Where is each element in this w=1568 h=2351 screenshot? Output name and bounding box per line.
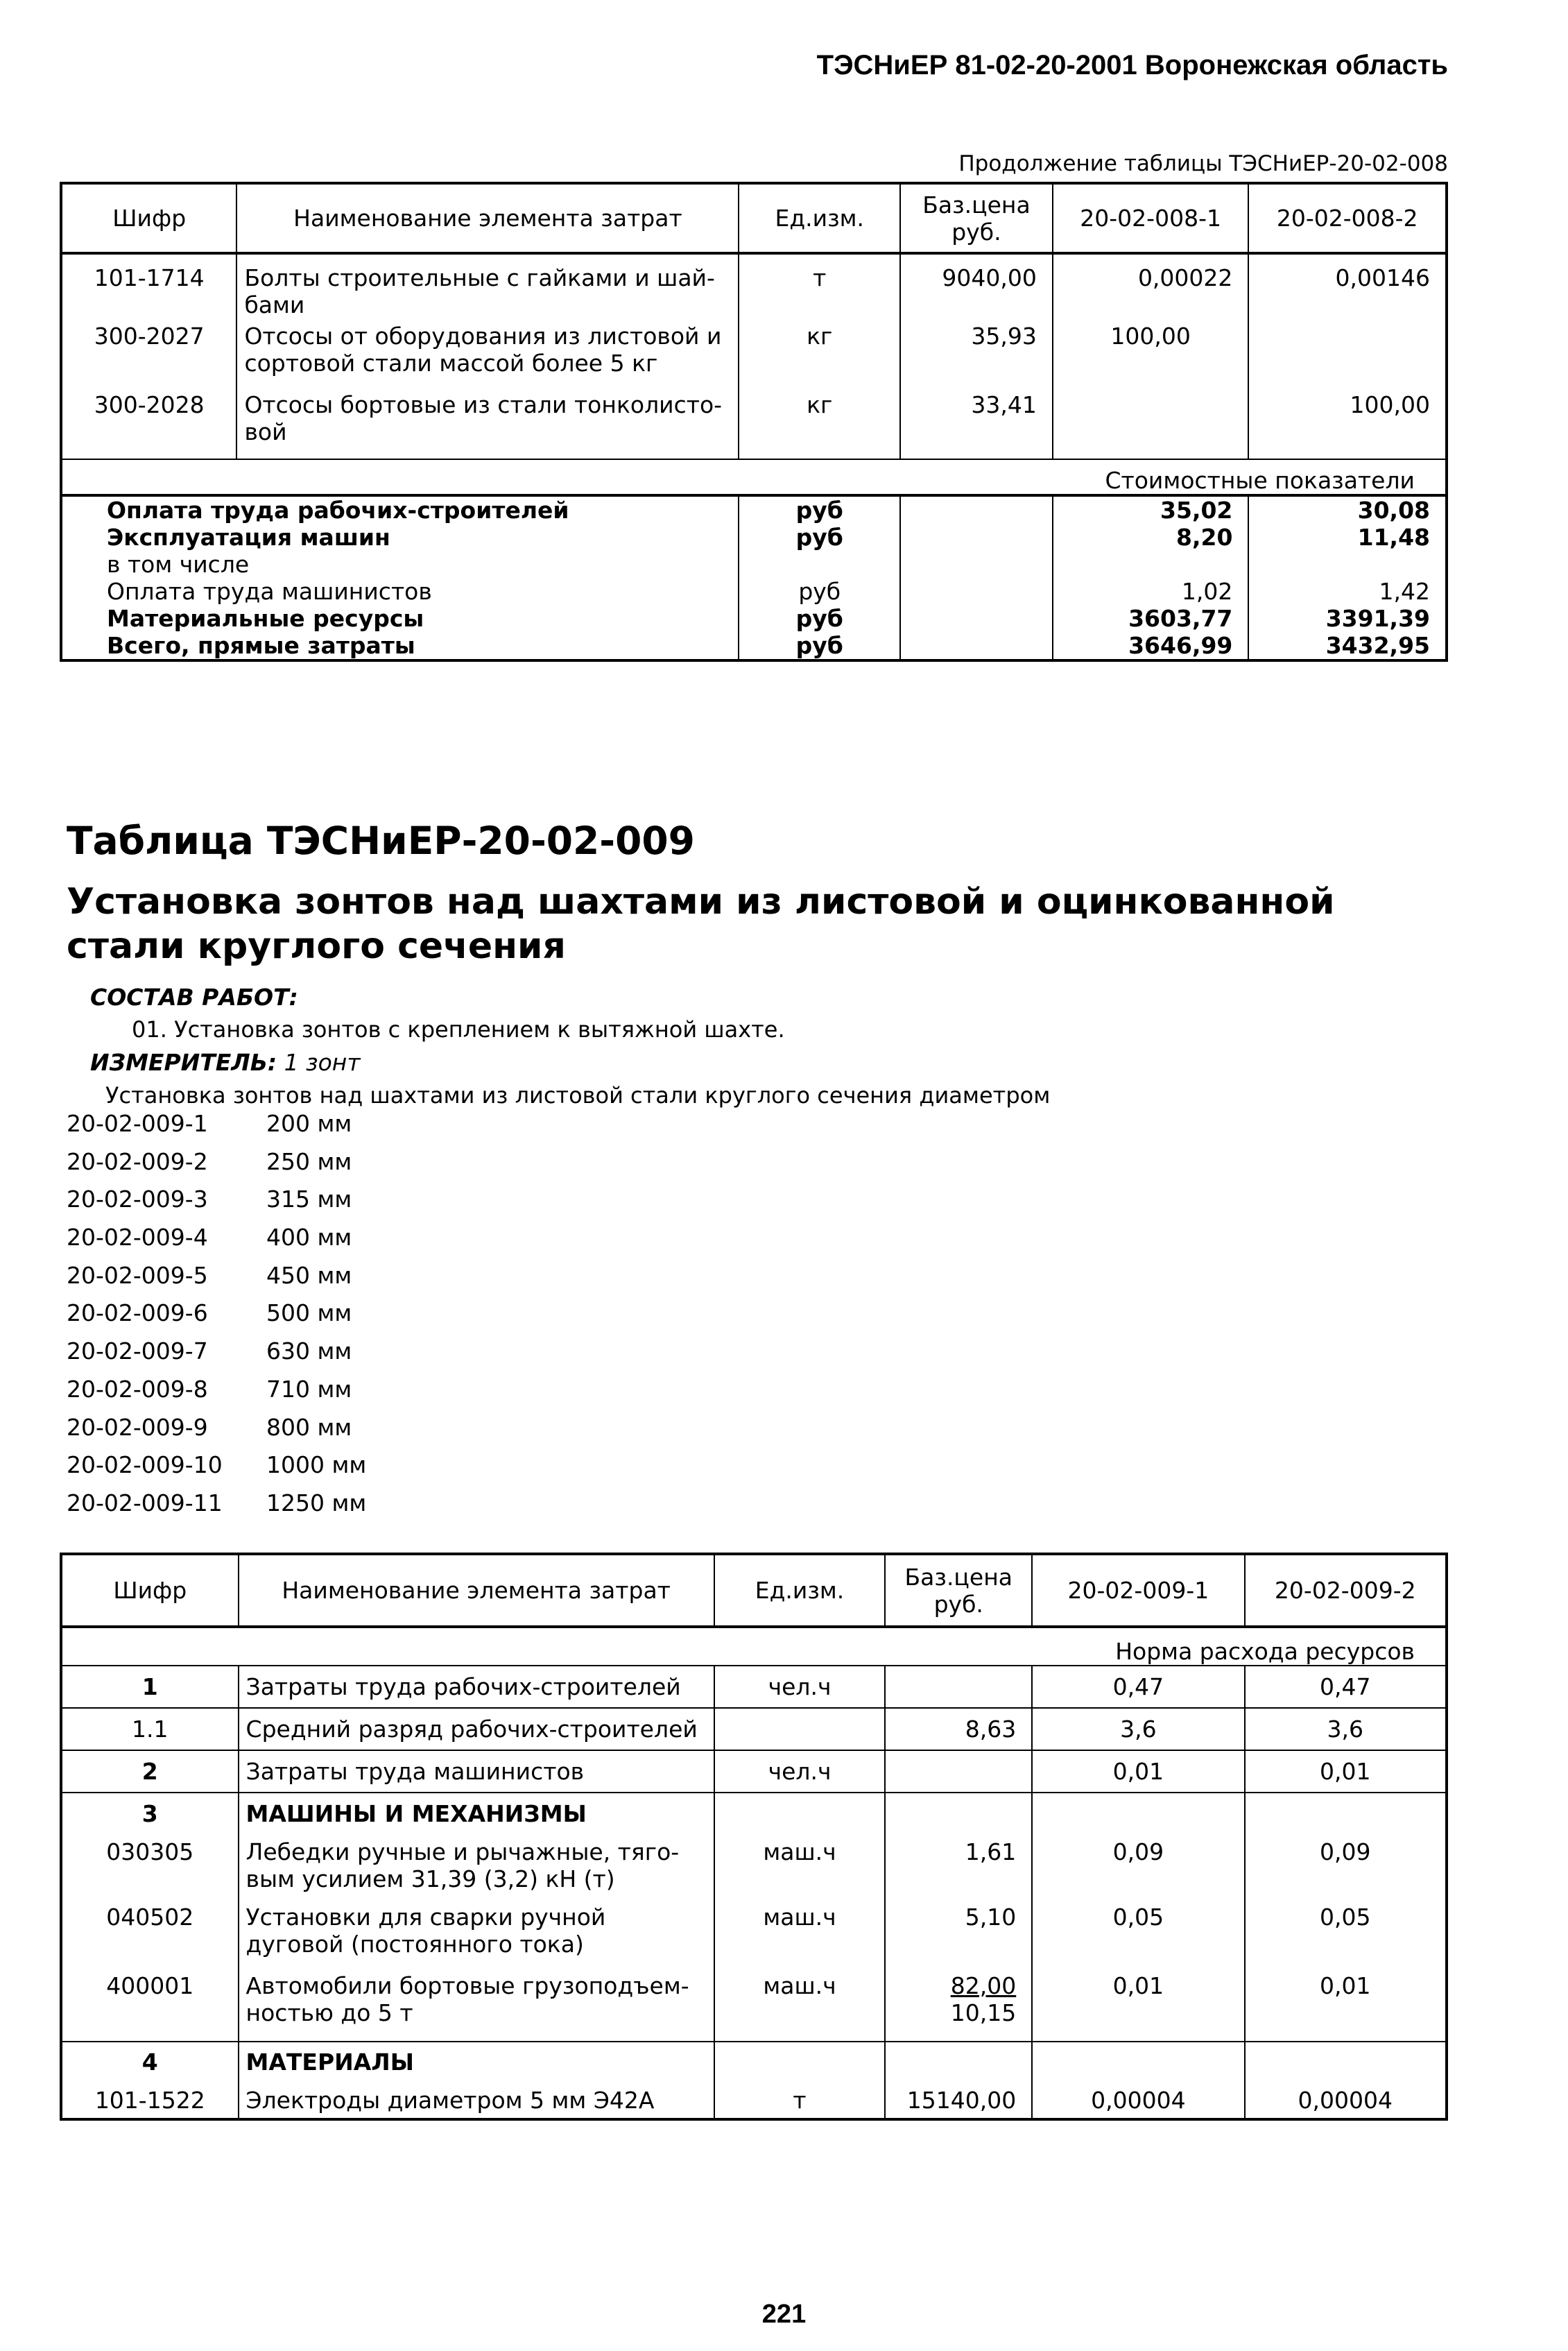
table-row: 1 Затраты труда рабочих-строителей чел.ч 0,47 0,47	[61, 1666, 1447, 1708]
cost-row: Эксплуатация машин руб 8,20 11,48	[61, 524, 1447, 551]
list-item: 20-02-009-7 630 мм	[67, 1337, 352, 1365]
table-row: 400001 Автомобили бортовые грузоподъем-ностью до 5 т маш.ч 82,00 10,15 0,01 0,01	[61, 1972, 1447, 2042]
page-number: 221	[761, 2300, 807, 2329]
section-label-row	[61, 1627, 1447, 1666]
list-item: 20-02-009-1 200 мм	[67, 1110, 352, 1137]
list-item: 20-02-009-2 250 мм	[67, 1147, 352, 1175]
table-row: 1.1 Средний разряд рабочих-строителей 8,63 3,6 3,6	[61, 1708, 1447, 1750]
list-item: 20-02-009-5 450 мм	[67, 1261, 352, 1289]
works-label: СОСТАВ РАБОТ:	[90, 984, 298, 1011]
table-row: 040502 Установки для сварки ручной дуговой (постоянного тока) маш.ч 5,10 0,05 0,05	[61, 1904, 1447, 1972]
col-header: 20-02-009-2	[1245, 1554, 1447, 1627]
col-header: Ед.изм.	[714, 1554, 886, 1627]
table-row: 101-1714 Болты строительные с гайками и шай-бами т 9040,00 0,00022 0,00146	[61, 253, 1447, 323]
cost-row: Всего, прямые затраты руб 3646,99 3432,95	[61, 632, 1447, 660]
cost-row: Оплата труда машинистов руб 1,02 1,42	[61, 578, 1447, 605]
section-label-row	[61, 459, 1447, 495]
col-header: Наименование элемента затрат	[239, 1554, 714, 1627]
resource-table-009	[60, 1553, 1448, 2121]
section-description: Установка зонтов над шахтами из листовой стали круглого сечения диаметром	[105, 1082, 1051, 1109]
col-header: Баз.цена руб.	[885, 1554, 1032, 1627]
col-header: Шифр	[61, 1554, 239, 1627]
col-header: Баз.цена руб.	[900, 183, 1053, 253]
table-row: 101-1522 Электроды диаметром 5 мм Э42А т 15140,00 0,00004 0,00004	[61, 2082, 1447, 2119]
col-header: Ед.изм.	[739, 183, 900, 253]
col-header: Наименование элемента затрат	[236, 183, 739, 253]
table-row: 3 МАШИНЫ И МЕХАНИЗМЫ	[61, 1793, 1447, 1834]
col-header: 20-02-008-2	[1248, 183, 1447, 253]
cost-row: Оплата труда рабочих-строителей руб 35,02 30,08	[61, 495, 1447, 524]
meter-line	[90, 1049, 361, 1076]
list-item: 20-02-009-3 315 мм	[67, 1186, 352, 1213]
table-continuation-label: Продолжение таблицы ТЭСНиЕР-20-02-008	[958, 151, 1448, 176]
col-header: 20-02-008-1	[1053, 183, 1249, 253]
section-title: Таблица ТЭСНиЕР-20-02-009	[67, 819, 695, 863]
works-item: 01. Установка зонтов с креплением к вытяжной шахте.	[132, 1016, 785, 1043]
section-label: Норма расхода ресурсов	[1115, 1638, 1415, 1665]
table-row: 4 МАТЕРИАЛЫ	[61, 2042, 1447, 2082]
table-row: 030305 Лебедки ручные и рычажные, тяго-вым усилием 31,39 (3,2) кН (т) маш.ч 1,61 0,09 0,09	[61, 1834, 1447, 1904]
table-row: 300-2027 Отсосы от оборудования из листовой и сортовой стали массой более 5 кг кг 35,93 100,00	[61, 323, 1447, 391]
table-header-row	[61, 183, 1447, 253]
table-header-row	[61, 1554, 1447, 1627]
list-item: 20-02-009-8 710 мм	[67, 1375, 352, 1403]
list-item: 20-02-009-6 500 мм	[67, 1299, 352, 1327]
resource-table-008	[60, 182, 1448, 662]
meter-value: 1 зонт	[284, 1049, 361, 1076]
cost-row: Материальные ресурсы руб 3603,77 3391,39	[61, 605, 1447, 632]
section-subtitle: Установка зонтов над шахтами из листовой и оцинкованной стали круглого сечения	[67, 881, 1335, 967]
list-item: 20-02-009-4 400 мм	[67, 1224, 352, 1251]
cost-row: в том числе	[61, 551, 1447, 578]
document-header: ТЭСНиЕР 81-02-20-2001 Воронежская область	[816, 50, 1448, 80]
section-label: Стоимостные показатели	[61, 459, 1447, 495]
code-list	[67, 1110, 366, 1528]
table-row: 2 Затраты труда машинистов чел.ч 0,01 0,01	[61, 1750, 1447, 1793]
table-row: 300-2028 Отсосы бортовые из стали тонколисто-вой кг 33,41 100,00	[61, 391, 1447, 459]
price-cell: 82,00 10,15	[885, 1972, 1032, 2042]
col-header: 20-02-009-1	[1032, 1554, 1244, 1627]
list-item: 20-02-009-9 800 мм	[67, 1413, 352, 1441]
list-item: 20-02-009-11 1250 мм	[67, 1489, 367, 1516]
col-header: Шифр	[61, 183, 236, 253]
meter-label: ИЗМЕРИТЕЛЬ:	[90, 1049, 277, 1076]
list-item: 20-02-009-10 1000 мм	[67, 1451, 367, 1479]
